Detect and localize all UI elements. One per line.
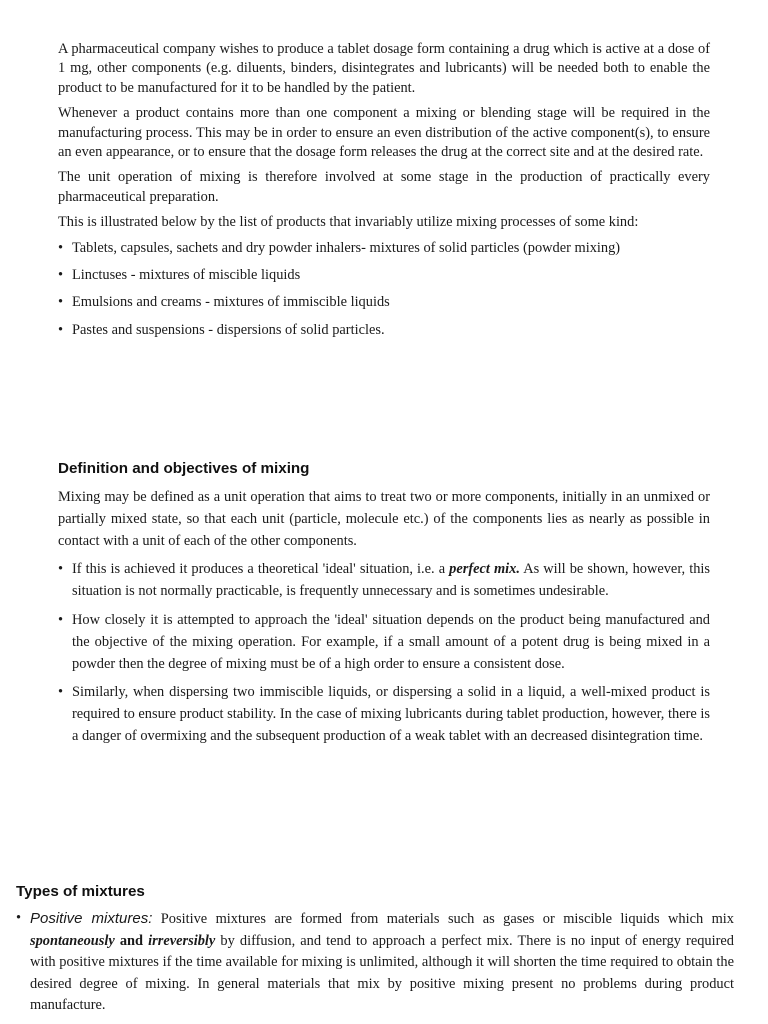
positive-mixtures-label: Positive mixtures: bbox=[30, 910, 153, 927]
product-list bbox=[58, 239, 710, 341]
list-item: • Tablets, capsules, sachets and dry powder inhalers- mixtures of solid particles (powder mixing) bbox=[58, 239, 710, 258]
bullet-icon: • bbox=[58, 321, 64, 338]
list-item: • How closely it is attempted to approach the 'ideal' situation depends on the product being manufactured and the objective of the mixing operation. For example, if a small amount of a potent drug is being mixed in a powder then the degree of mixing must be of a high order to ensure a consistent dose. bbox=[58, 611, 710, 672]
bullet-icon: • bbox=[58, 267, 64, 284]
list-item: • Emulsions and creams - mixtures of immiscible liquids bbox=[58, 293, 710, 312]
list-item: • If this is achieved it produces a theoretical 'ideal' situation, i.e. a perfect mix. As will be shown, however, this situation is not normally practicable, is frequently unnecessary and is sometimes undesirable. bbox=[58, 561, 710, 600]
perfect-mix-emphasis: perfect mix. bbox=[449, 561, 520, 578]
bullet-icon: • bbox=[58, 611, 64, 628]
bullet-icon: • bbox=[58, 294, 64, 311]
intro-paragraph-4: This is illustrated below by the list of products that invariably utilize mixing processes of some kind: bbox=[58, 214, 639, 231]
bullet-icon: • bbox=[16, 910, 22, 926]
list-item: • Positive mixtures: Positive mixtures are formed from materials such as gases or miscible liquids which mix spontaneously and irreversibly by diffusion, and tend to approach a perfect mix. There is no input of energy required with positive mixtures if the time available for mixing is unlimited, although it will shorten the time required to obtain the desired degree of mixing. In general materials that mix by positive mixing present no problems during product manufacture. bbox=[16, 910, 735, 1014]
intro-paragraph-2: Whenever a product contains more than one component a mixing or blending stage will be required in the manufacturing process. This may be in order to ensure an even distribution of the active component(s), to ensure an even appearance, or to ensure that the dosage form releases the drug at the correct site and at the desired rate. bbox=[58, 105, 710, 161]
types-list bbox=[16, 908, 734, 1017]
intro-paragraph-3: The unit operation of mixing is therefore involved at some stage in the production of practically every pharmaceutical preparation. bbox=[58, 169, 710, 205]
types-heading: Types of mixtures bbox=[16, 883, 145, 900]
bullet-icon: • bbox=[58, 684, 64, 701]
definition-paragraph: Mixing may be defined as a unit operation that aims to treat two or more components, initially in an unmixed or partially mixed state, so that each unit (particle, molecule etc.) of the components lies as nearly as possible in contact with a unit of each of the other components. bbox=[58, 489, 710, 549]
definition-section bbox=[58, 460, 710, 755]
list-item: • Similarly, when dispersing two immiscible liquids, or dispersing a solid in a liquid, a well-mixed product is required to ensure product stability. In the case of mixing lubricants during tablet production, however, there is a danger of overmixing and the subsequent production of a weak tablet with an decreased disintegration time. bbox=[58, 684, 710, 744]
objectives-list bbox=[58, 559, 710, 747]
intro-section bbox=[58, 40, 710, 348]
intro-paragraph-1: A pharmaceutical company wishes to produce a tablet dosage form containing a drug which is active at a dose of 1 mg, other components (e.g. diluents, binders, disintegrates and lubricants) will be needed both to enable the product to be manufactured for it to be handled by the patient. bbox=[58, 41, 710, 96]
types-section bbox=[16, 883, 734, 1017]
bullet-icon: • bbox=[58, 239, 64, 256]
list-item: • Linctuses - mixtures of miscible liquids bbox=[58, 266, 710, 285]
definition-heading: Definition and objectives of mixing bbox=[58, 460, 310, 477]
list-item: • Pastes and suspensions - dispersions of solid particles. bbox=[58, 321, 710, 340]
bullet-icon: • bbox=[58, 561, 64, 578]
